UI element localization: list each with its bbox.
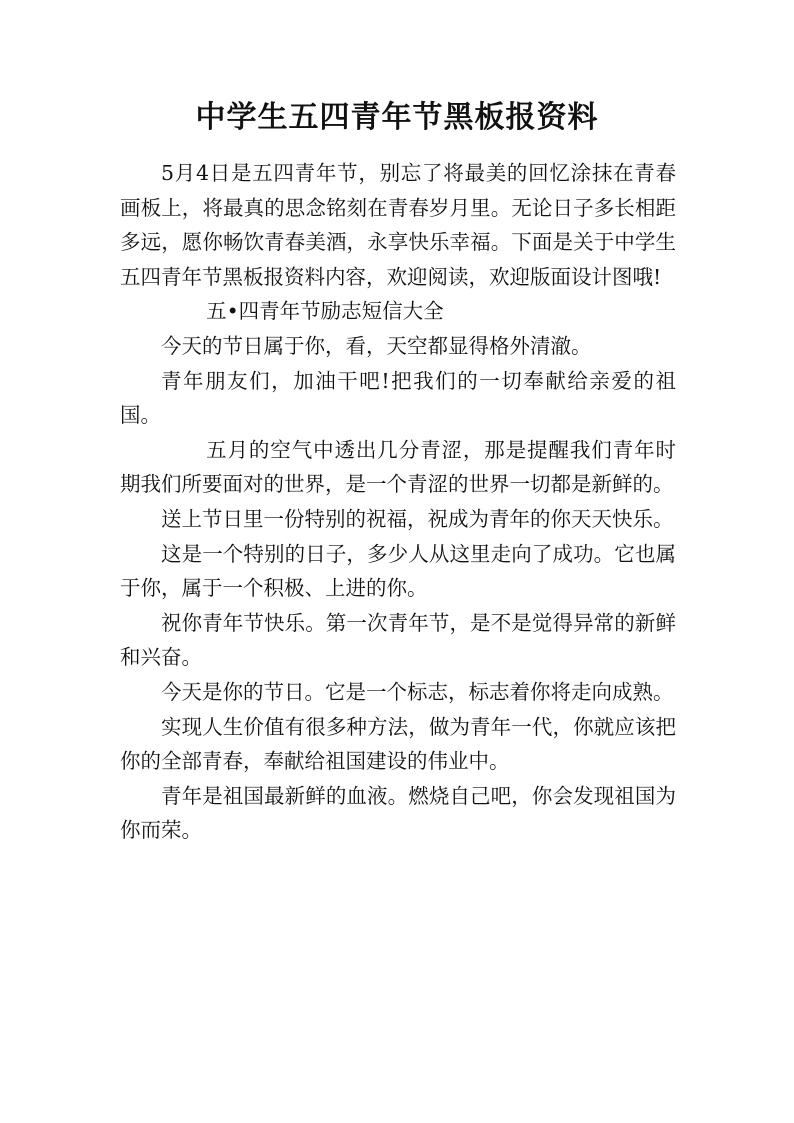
intro-paragraph: 5月4日是五四青年节，别忘了将最美的回忆涂抹在青春画板上，将最真的思念铭刻在青春岁月里。无论日子多长相距多远，愿你畅饮青春美酒，永享快乐幸福。下面是关于中学生五四青年节黑板报资料内容，欢迎阅读，欢迎版面设计图哦! [120,161,676,289]
document-body [120,156,676,848]
message-paragraph: 送上节日里一份特别的祝福，祝成为青年的你天天快乐。 [161,506,674,531]
document-title: 中学生五四青年节黑板报资料 [195,100,599,135]
message-paragraph: 青年是祖国最新鲜的血液。燃烧自己吧，你会发现祖国为你而荣。 [120,783,676,843]
section-heading: 五•四青年节励志短信大全 [206,299,444,324]
message-paragraph: 今天是你的节日。它是一个标志，标志着你将走向成熟。 [161,679,674,704]
message-paragraph: 祝你青年节快乐。第一次青年节，是不是觉得异常的新鲜和兴奋。 [120,610,676,670]
message-paragraph: 五月的空气中透出几分青涩，那是提醒我们青年时期我们所要面对的世界，是一个青涩的世界一切都是新鲜的。 [120,437,676,497]
message-paragraph: 这是一个特别的日子，多少人从这里走向了成功。它也属于你，属于一个积极、上进的你。 [120,541,676,601]
message-paragraph: 青年朋友们，加油干吧!把我们的一切奉献给亲爱的祖国。 [120,368,676,428]
message-paragraph: 实现人生价值有很多种方法，做为青年一代，你就应该把你的全部青春，奉献给祖国建设的伟业中。 [120,714,676,774]
message-paragraph: 今天的节日属于你，看，天空都显得格外清澈。 [161,333,592,358]
